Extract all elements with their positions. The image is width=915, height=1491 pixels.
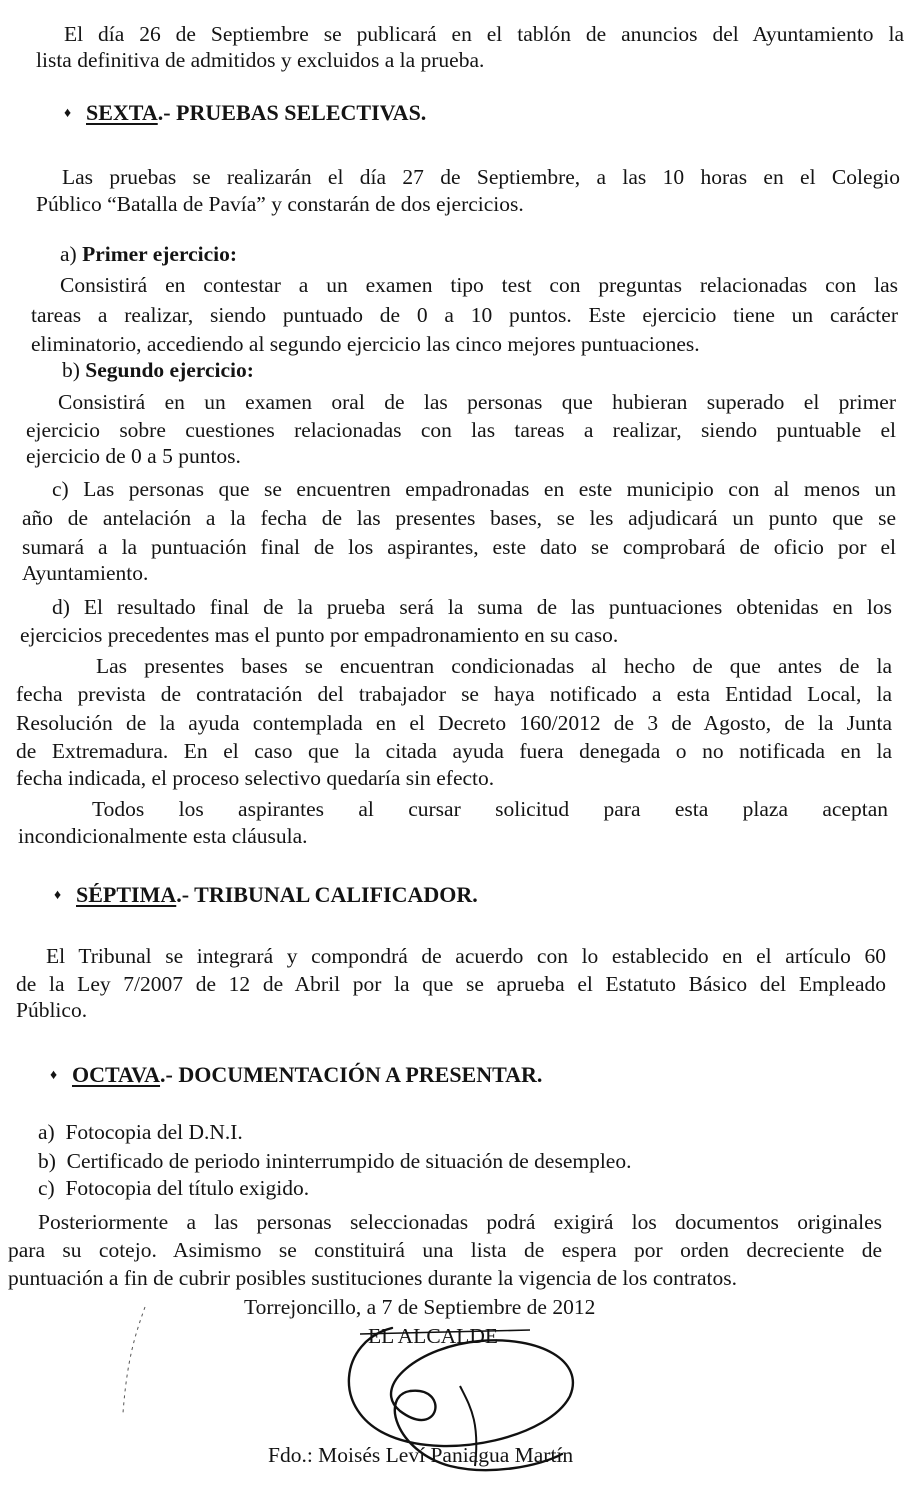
paragraph-line: Todos los aspirantes al cursar solicitud para esta plaza aceptan [92,797,888,821]
paragraph-line: c) Las personas que se encuentren empadronadas en este municipio con al menos un [52,477,896,501]
paragraph-line: fecha indicada, el proceso selectivo quedaría sin efecto. [16,766,495,790]
list-item [38,1174,309,1203]
list-marker: b) [38,1149,56,1173]
paragraph-line: tareas a realizar, siendo puntuado de 0 a 10 puntos. Este ejercicio tiene un carácter [31,303,898,327]
diamond-bullet-icon: ♦ [54,888,62,903]
diamond-bullet-icon: ♦ [50,1068,58,1083]
intro-line-2: lista definitiva de admitidos y excluidos a la prueba. [36,48,485,72]
diamond-bullet-icon: ♦ [64,106,72,121]
section-heading-septima [54,880,478,911]
paragraph-line: Consistirá en contestar a un examen tipo test con preguntas relacionadas con las [60,273,898,297]
paragraph-line: Ayuntamiento. [22,561,149,585]
section-title: .- PRUEBAS SELECTIVAS. [157,100,427,125]
paragraph-line: eliminatorio, accediendo al segundo ejercicio las cinco mejores puntuaciones. [31,332,700,356]
paragraph-line: Posteriormente a las personas seleccionadas podrá exigirá los documentos originales [38,1210,882,1234]
place-and-date: Torrejoncillo, a 7 de Septiembre de 2012 [244,1295,596,1319]
paragraph-line: ejercicio de 0 a 5 puntos. [26,444,241,468]
paragraph-line: fecha prevista de contratación del trabajador se haya notificado a esta Entidad Local, la [16,682,892,706]
paragraph-line: sumará a la puntuación final de los aspirantes, este dato se comprobará de oficio por el [22,535,896,559]
section-title: .- TRIBUNAL CALIFICADOR. [176,882,478,907]
paragraph-line: Público. [16,998,88,1022]
list-item [38,1118,243,1147]
exercise-a-heading [60,240,237,269]
exercise-title: Primer ejercicio: [82,242,238,266]
list-marker: b) [62,358,80,382]
list-item [38,1147,631,1176]
margin-scribble-icon [105,1305,165,1415]
paragraph-line: de Extremadura. En el caso que la citada ayuda fuera denegada o no notificada en la [16,739,892,763]
paragraph-line: Consistirá en un examen oral de las personas que hubieran superado el primer [58,390,896,414]
paragraph-line: d) El resultado final de la prueba será la suma de las puntuaciones obtenidas en los [52,595,892,619]
section-label: SÉPTIMA [76,882,177,907]
list-item-text: Fotocopia del título exigido. [65,1176,310,1200]
section-label: SEXTA [86,100,158,125]
paragraph-line: año de antelación a la fecha de las presentes bases, se les adjudicará un punto que se [22,506,896,530]
paragraph-line: Público “Batalla de Pavía” y constarán de dos ejercicios. [36,192,524,216]
list-marker: c) [38,1176,55,1200]
paragraph-line: incondicionalmente esta cláusula. [18,824,308,848]
list-item-text: Certificado de periodo ininterrumpido de situación de desempleo. [66,1149,632,1173]
paragraph-line: Las presentes bases se encuentran condicionadas al hecho de que antes de la [96,654,892,678]
signed-by: Fdo.: Moisés Leví Paniagua Martín [268,1443,574,1467]
list-item-text: Fotocopia del D.N.I. [65,1120,243,1144]
list-marker: a) [60,242,77,266]
signer-role: EL ALCALDE [368,1324,498,1348]
paragraph-line: Las pruebas se realizarán el día 27 de Septiembre, a las 10 horas en el Colegio [62,165,900,189]
exercise-b-heading [62,356,254,385]
list-marker: a) [38,1120,55,1144]
paragraph-line: ejercicio sobre cuestiones relacionadas con las tareas a realizar, siendo puntuable el [26,418,896,442]
paragraph-line: ejercicios precedentes mas el punto por empadronamiento en su caso. [20,623,619,647]
paragraph-line: El Tribunal se integrará y compondrá de acuerdo con lo establecido en el artículo 60 [46,944,886,968]
section-label: OCTAVA [72,1062,161,1087]
section-heading-octava [50,1060,542,1091]
paragraph-line: Resolución de la ayuda contemplada en el Decreto 160/2012 de 3 de Agosto, de la Junta [16,711,892,735]
section-heading-sexta [64,98,426,129]
section-title: .- DOCUMENTACIÓN A PRESENTAR. [160,1062,543,1087]
paragraph-line: puntuación a fin de cubrir posibles sustituciones durante la vigencia de los contratos. [8,1266,738,1290]
intro-line-1: El día 26 de Septiembre se publicará en el tablón de anuncios del Ayuntamiento la [64,22,904,46]
paragraph-line: para su cotejo. Asimismo se constituirá una lista de espera por orden decreciente de [8,1238,882,1262]
paragraph-line: de la Ley 7/2007 de 12 de Abril por la que se aprueba el Estatuto Básico del Empleado [16,972,886,996]
exercise-title: Segundo ejercicio: [85,358,254,382]
